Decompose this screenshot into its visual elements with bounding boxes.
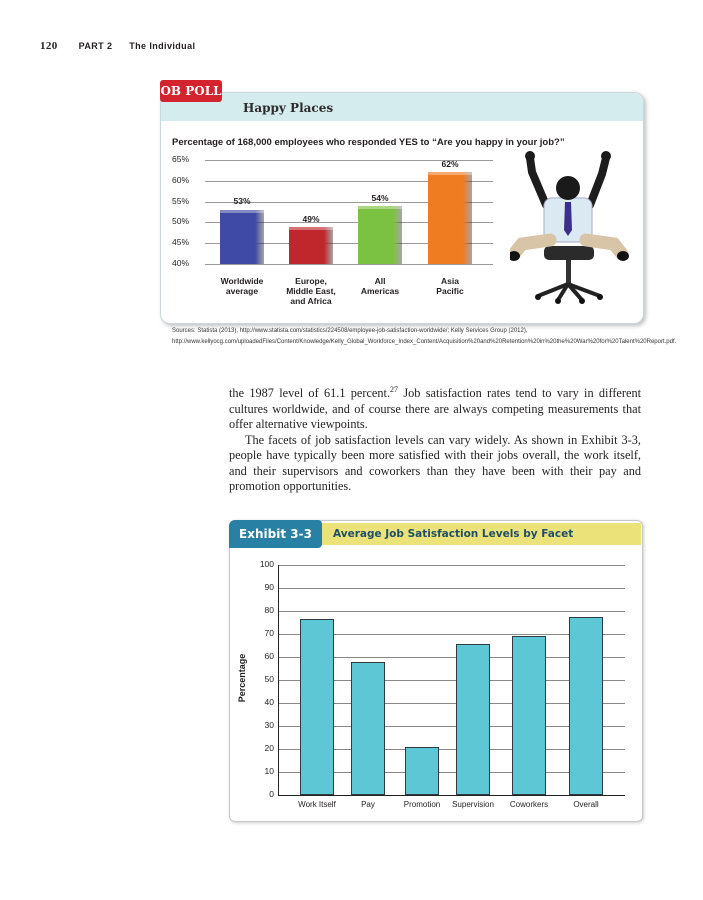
ob-poll-category-line: Asia [441,276,459,286]
ob-poll-y-tick: 40% [172,258,190,268]
exhibit-y-axis [278,565,279,795]
ob-poll-gridline [205,264,493,265]
exhibit-y-tick: 90 [264,582,274,592]
exhibit-category-label: Overall [573,800,599,809]
ob-poll-title: Happy Places [243,101,334,115]
running-head [40,40,209,52]
ob-poll-y-tick: 45% [172,237,190,248]
page-number: 120 [40,40,58,52]
exhibit-y-tick: 30 [264,720,274,730]
exhibit-bar [456,644,490,795]
ob-poll-category-line: All [374,276,386,286]
exhibit-gridline [278,565,625,566]
exhibit-y-tick: 70 [264,628,274,638]
exhibit-y-tick: 80 [264,605,274,615]
footnote-ref-27: 27 [390,384,399,394]
exhibit-bar [300,619,334,795]
paragraph-2: The facets of job satisfaction levels can vary widely. As shown in Exhibit 3-3, people have typically been more satisfied with their jobs overall, the work itself, and their supervisors and coworkers than they have been with their pay and promotion opportunities. [229,432,641,493]
exhibit-title: Average Job Satisfaction Levels by Facet [333,528,574,540]
exhibit-category-label: Work Itself [298,800,336,809]
ob-poll-bar [220,210,264,264]
ob-poll-value-label: 53% [233,195,251,206]
exhibit-bar [512,636,546,795]
ob-poll-chart-title: Percentage of 168,000 employees who responded YES to “Are you happy in your job?” [172,137,565,148]
exhibit-y-tick: 100 [259,559,274,569]
ob-poll-category-label [271,276,351,306]
body-text [229,386,641,495]
ob-poll-category-line: Worldwide [220,276,264,286]
ob-poll-value-label: 49% [302,213,320,224]
section-label: The Individual [129,41,196,51]
exhibit-bar [569,617,603,795]
exhibit-gridline [278,588,625,589]
ob-poll-bar [358,206,402,264]
ob-poll-category-label [410,276,490,296]
ob-poll-y-tick: 50% [172,216,190,227]
exhibit-bar [351,662,385,795]
ob-poll-sources: Sources: Statista (2013), http://www.statista.com/statistics/224508/employee-job-satisfaction-worldwide/; Kelly Services Group (2012), http://www.kellyocg.com/uploadedFiles/Content/Knowledge/Kelly_Global_Workforce_Index_Content/Acquisition%20and%20Retention%20in%20the%20War%20for%20Talent%20Report.pdf. [172,328,677,345]
exhibit-category-label: Pay [361,800,375,809]
ob-poll-value-label: 62% [441,159,459,170]
exhibit-y-tick: 40 [264,697,274,707]
ob-poll-category-label [340,276,420,296]
ob-poll-y-tick: 60% [172,174,190,185]
paragraph-1 [229,386,641,433]
office-chair-icon [535,246,603,304]
ob-poll-category-line: Pacific [436,286,464,296]
exhibit-category-label: Coworkers [509,800,549,809]
ob-poll-category-line: average [225,286,259,296]
ob-poll-bar [428,172,472,264]
ob-poll-tag: OB POLL [160,80,222,102]
exhibit-y-tick: 0 [269,789,274,799]
exhibit-y-tick: 60 [264,651,274,661]
ob-poll-category-line: Americas [360,286,400,296]
happy-worker-illustration [510,150,630,310]
exhibit-category-label: Supervision [452,800,494,809]
ob-poll-category-label [202,276,282,296]
exhibit-bar [405,747,439,795]
exhibit-tag: Exhibit 3-3 [229,520,322,548]
paragraph-1-text-cont: Job satisfaction rates tend to vary in different cultures worldwide, and of course there are always competing measurements that offer alternative viewpoints. [229,386,642,431]
part-label: PART 2 [78,41,113,51]
exhibit-gridline [278,611,625,612]
exhibit-y-axis-label: Percentage [237,653,247,703]
exhibit-y-tick: 50 [264,674,274,684]
exhibit-y-tick: 10 [264,766,274,776]
ob-poll-y-tick: 65% [172,154,190,164]
ob-poll-header [161,93,643,121]
exhibit-y-tick: 20 [264,743,274,753]
ob-poll-category-line: Middle East, [286,286,336,296]
ob-poll-y-tick: 55% [172,195,190,206]
exhibit-gridline [278,795,625,796]
ob-poll-category-line: Europe, [295,276,327,286]
exhibit-category-label: Promotion [403,800,441,809]
ob-poll-value-label: 54% [371,192,389,203]
ob-poll-bar [289,227,333,264]
paragraph-1-text: the 1987 level of 61.1 percent. [229,386,391,400]
ob-poll-category-line: and Africa [290,296,332,306]
